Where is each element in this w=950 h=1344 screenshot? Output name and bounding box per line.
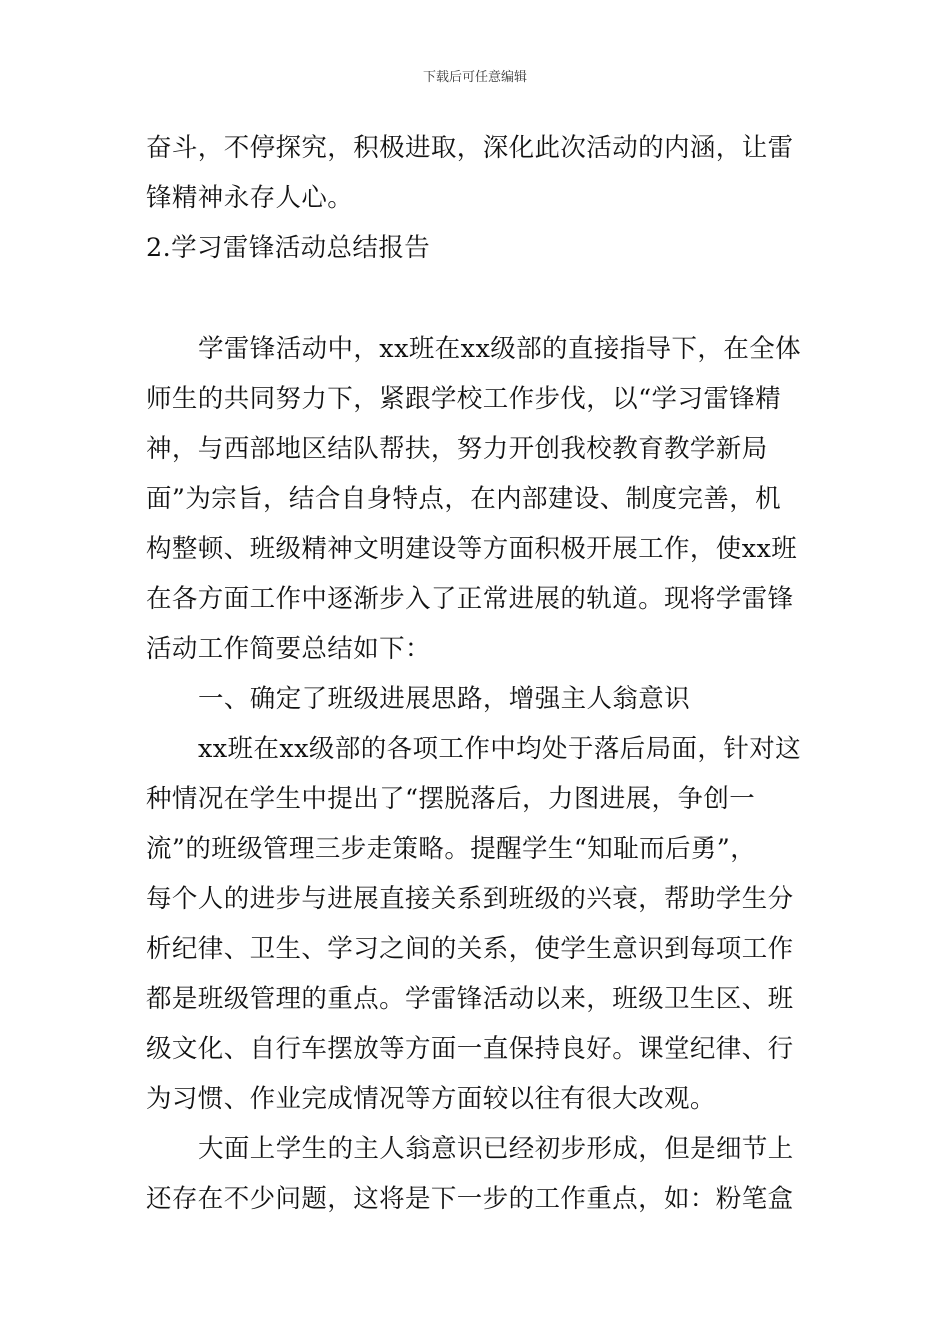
text-line: 构整顿、班级精神文明建设等方面积极开展工作，使xx班 [146,534,798,564]
text-line: 都是班级管理的重点。学雷锋活动以来，班级卫生区、班 [146,984,794,1014]
text-line: 每个人的进步与进展直接关系到班级的兴衰，帮助学生分 [146,884,794,914]
text-line: 神，与西部地区结队帮扶，努力开创我校教育教学新局 [146,434,768,464]
text-line: 锋精神永存人心。 [146,183,354,213]
text-line: 级文化、自行车摆放等方面一直保持良好。课堂纪律、行 [146,1034,794,1064]
section-heading: 2.学习雷锋活动总结报告 [146,233,431,263]
text-line: 奋斗，不停探究，积极进取，深化此次活动的内涵，让雷 [146,133,794,163]
text-line: 种情况在学生中提出了“摆脱落后，力图进展，争创一 [146,784,756,814]
text-line: 还存在不少问题，这将是下一步的工作重点，如：粉笔盒 [146,1184,794,1214]
paragraph-first-line: xx班在xx级部的各项工作中均处于落后局面，针对这 [198,734,802,764]
text-line: 面”为宗旨，结合自身特点，在内部建设、制度完善，机 [146,484,782,514]
text-line: 在各方面工作中逐渐步入了正常进展的轨道。现将学雷锋 [146,584,794,614]
text-line: 为习惯、作业完成情况等方面较以往有很大改观。 [146,1084,716,1114]
subsection-heading: 一、确定了班级进展思路，增强主人翁意识 [198,684,691,714]
paragraph-first-line: 大面上学生的主人翁意识已经初步形成，但是细节上 [198,1134,794,1164]
text-line: 流”的班级管理三步走策略。提醒学生“知耻而后勇”， [146,834,757,864]
paragraph-first-line: 学雷锋活动中，xx班在xx级部的直接指导下，在全体 [198,334,802,364]
text-line: 活动工作简要总结如下： [146,634,431,664]
text-line: 析纪律、卫生、学习之间的关系，使学生意识到每项工作 [146,934,794,964]
page-header: 下载后可任意编辑 [422,70,527,85]
text-line: 师生的共同努力下，紧跟学校工作步伐，以“学习雷锋精 [146,384,782,414]
